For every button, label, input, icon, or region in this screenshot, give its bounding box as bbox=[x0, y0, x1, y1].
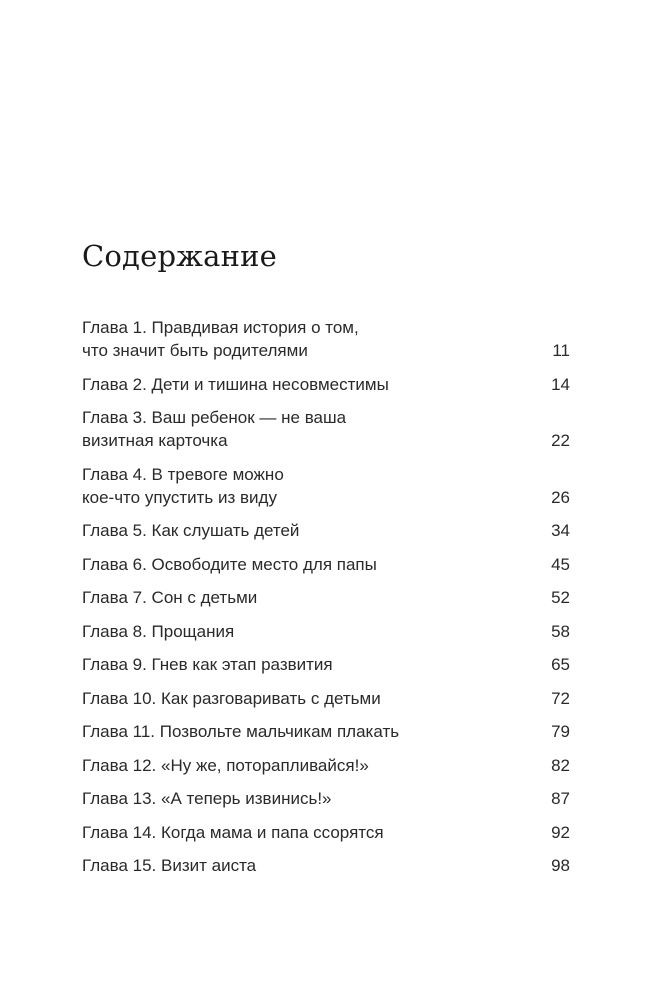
toc-entry-13 bbox=[82, 787, 570, 810]
entry-title bbox=[82, 821, 539, 844]
entry-page-number: 58 bbox=[551, 621, 570, 641]
toc-entry-7 bbox=[82, 586, 570, 609]
entry-title bbox=[82, 854, 539, 877]
toc-entry-12 bbox=[82, 754, 570, 777]
entry-page-number: 72 bbox=[551, 688, 570, 708]
entry-title-line: визитная карточка bbox=[82, 431, 228, 450]
entry-title bbox=[82, 653, 539, 676]
entry-title-line: Глава 10. Как разговаривать с детьми bbox=[82, 688, 381, 708]
entry-title bbox=[82, 754, 539, 777]
toc-entry-9 bbox=[82, 653, 570, 676]
entry-title-line: Глава 9. Гнев как этап развития bbox=[82, 655, 333, 674]
toc-entry-6 bbox=[82, 553, 570, 576]
toc-entry-15 bbox=[82, 854, 570, 877]
entry-title-line: Глава 5. Как слушать детей bbox=[82, 521, 300, 540]
entry-title-line: Глава 11. Позвольте мальчикам плакать bbox=[82, 722, 400, 741]
entry-title bbox=[82, 787, 539, 810]
toc-title: Содержание bbox=[82, 239, 278, 273]
toc-entry-14 bbox=[82, 821, 570, 844]
entry-page-number: 45 bbox=[551, 554, 570, 574]
entry-title-line: Глава 4. В тревоге можно bbox=[82, 464, 284, 484]
entry-title-line: Глава 12. «Ну же, поторапливайся!» bbox=[82, 755, 369, 775]
entry-page-number: 82 bbox=[551, 755, 570, 775]
entry-page-number: 79 bbox=[551, 722, 570, 741]
toc-entry-4 bbox=[82, 463, 570, 509]
toc-entry-10 bbox=[82, 687, 570, 710]
toc-entry-8 bbox=[82, 620, 570, 643]
entry-title-line: Глава 14. Когда мама и папа ссорятся bbox=[82, 822, 384, 842]
entry-title bbox=[82, 687, 539, 710]
entry-page-number: 52 bbox=[551, 588, 570, 607]
entry-title bbox=[82, 519, 539, 542]
entry-title-line: Глава 6. Освободите место для папы bbox=[82, 554, 377, 574]
entry-page-number: 87 bbox=[551, 789, 570, 808]
entry-page-number: 11 bbox=[552, 341, 570, 360]
entry-page-number: 34 bbox=[551, 521, 570, 540]
entry-title-line: что значит быть родителями bbox=[82, 341, 308, 360]
toc-entry-2 bbox=[82, 373, 570, 396]
entry-title-line: Глава 3. Ваш ребенок — не ваша bbox=[82, 408, 347, 427]
entry-title-line: кое-что упустить из виду bbox=[82, 487, 277, 507]
entry-title bbox=[82, 620, 539, 643]
entry-title-line: Глава 2. Дети и тишина несовместимы bbox=[82, 374, 389, 394]
entry-page-number: 22 bbox=[551, 431, 570, 450]
entry-page-number: 26 bbox=[551, 487, 570, 507]
entry-page-number: 14 bbox=[551, 374, 570, 394]
entry-title-line: Глава 15. Визит аиста bbox=[82, 856, 257, 875]
toc-entry-3 bbox=[82, 406, 570, 452]
toc-entry-1 bbox=[82, 316, 570, 362]
entry-page-number: 65 bbox=[551, 655, 570, 674]
entry-title-line: Глава 8. Прощания bbox=[82, 621, 235, 641]
entry-title bbox=[82, 316, 540, 362]
entry-title bbox=[82, 373, 539, 396]
entry-page-number: 92 bbox=[551, 822, 570, 842]
entry-title bbox=[82, 406, 539, 452]
entry-title bbox=[82, 586, 539, 609]
entry-title bbox=[82, 463, 539, 509]
toc-entry-11 bbox=[82, 720, 570, 743]
entry-title-line: Глава 13. «А теперь извинись!» bbox=[82, 789, 332, 808]
toc-entry-5 bbox=[82, 519, 570, 542]
entry-title-line: Глава 7. Сон с детьми bbox=[82, 588, 258, 607]
entry-page-number: 98 bbox=[551, 856, 570, 875]
entry-title bbox=[82, 720, 539, 743]
toc-list bbox=[82, 316, 570, 877]
entry-title-line: Глава 1. Правдивая история о том, bbox=[82, 318, 359, 337]
entry-title bbox=[82, 553, 539, 576]
